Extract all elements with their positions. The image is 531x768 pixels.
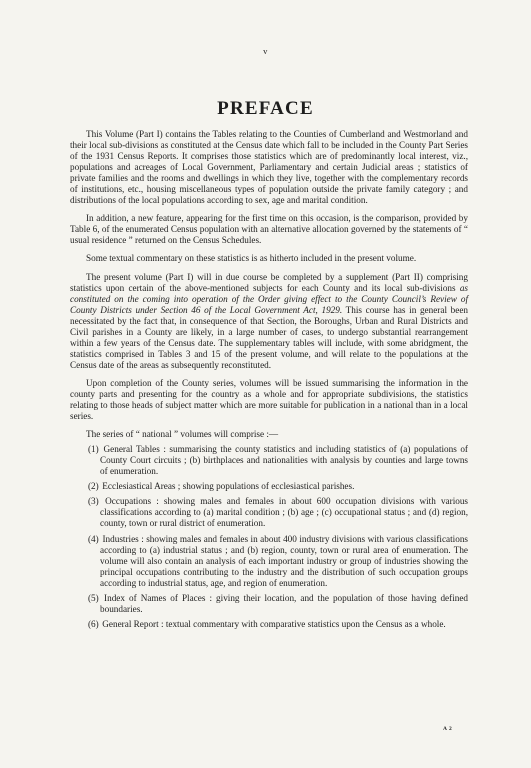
paragraph-textual-commentary: Some textual commentary on these statistics is as hitherto included in the present volume. <box>86 253 417 264</box>
list-item <box>70 481 468 492</box>
paragraph-volume-contents: This Volume (Part I) contains the Tables relating to the Counties of Cumberland and Westmorland and their local sub-divisions as constituted at the Census date which fall to be included in the County Part Series of the 1931 Census Reports. It comprises those statistics which are of predominantly local interest, viz., populations and acreages of Local Government, Parliamentary and certain Judicial areas ; statistics of private families and the rooms and dwellings in which they live, together with the complementary records of institutions, etc., housing miscellaneous types of population outside the private family category ; and distributions of the local populations according to sex, age and marital condition. <box>70 129 468 206</box>
paragraph-new-feature: In addition, a new feature, appearing for the first time on this occasion, is the comparison, provided by Table 6, of the enumerated Census population with an alternative allocation governed by the statements of “ usual residence ” returned on the Census Schedules. <box>70 213 468 246</box>
list-item-text: Occupations : showing males and females in about 600 occupation divisions with various classifications according to (a) marital condition ; (b) age ; (c) occupational status ; and (d) region, county, town or rural district of enumeration. <box>100 496 469 529</box>
list-item-text: Industries : showing males and females in about 400 industry divisions with various classifications according to (a) industrial status ; and (b) region, county, town or rural area of enumeration. The volume will also contain an analysis of each important industry or group of industries showing the principal occupations contributing to the industry and the distribution of such occupation groups according to industrial status, age, and region of enumeration. <box>100 533 468 588</box>
paragraph-county-series: Upon completion of the County series, volumes will be issued summarising the information in the county parts and presenting for the country as a whole and for appropriate subdivisions, the statistics relating to those heads of subject matter which are more suitable for publication in a national than in a local series. <box>70 377 468 422</box>
list-item <box>70 534 468 589</box>
list-item-text: General Report : textual commentary with comparative statistics upon the Census as a whole. <box>102 618 446 629</box>
signature-mark: A 2 <box>443 726 453 732</box>
list-item-text: Index of Names of Places : giving their location, and the population of those having defined boundaries. <box>100 592 469 614</box>
list-item <box>70 619 468 630</box>
series-intro: The series of “ national ” volumes will comprise :— <box>86 429 279 440</box>
page-title: PREFACE <box>217 98 314 119</box>
list-item-number: (5) <box>88 592 99 603</box>
page-number: v <box>263 46 268 56</box>
list-item <box>70 496 468 529</box>
list-item-number: (4) <box>88 533 99 544</box>
national-volumes-list <box>70 444 468 630</box>
list-item <box>70 444 468 477</box>
list-item-number: (6) <box>88 618 99 629</box>
list-item-number: (2) <box>88 481 99 492</box>
supplement-text-end: This course has in general been necessitated by the fact that, in consequence of that Section, the Boroughs, Urban and Rural Districts and Civil parishes in a County are likely, in a large number of cases, to undergo substantial rearrangement within a few years of the Census date. The supplementary tables will include, with some abridgment, the statistics comprised in Tables 3 and 15 of the present volume, and will relate to the populations at the Census date of the areas as subsequently reconstituted. <box>70 304 468 370</box>
list-item-number: (1) <box>88 444 99 455</box>
supplement-italic-text: as constituted on the coming into operation of the Order giving effect to the County Council’s Review of County Districts under Section 46 of the Local Government Act, 1929. <box>70 282 468 315</box>
list-item <box>70 593 468 615</box>
paragraph-supplement <box>70 272 468 371</box>
list-item-text: Ecclesiastical Areas ; showing populations of ecclesiastical parishes. <box>102 481 355 492</box>
list-item-text: General Tables : summarising the county statistics and including statistics of (a) populations of County Court circuits ; (b) birthplaces and nationalities with analysis by counties and large towns of enumeration. <box>100 444 468 477</box>
preface-body <box>70 129 468 634</box>
list-item-number: (3) <box>88 496 99 507</box>
supplement-text-start: The present volume (Part I) will in due course be completed by a supplement (Part II) comprising statistics upon certain of the above-mentioned subjects for each County and its local sub-divisions <box>70 271 468 293</box>
